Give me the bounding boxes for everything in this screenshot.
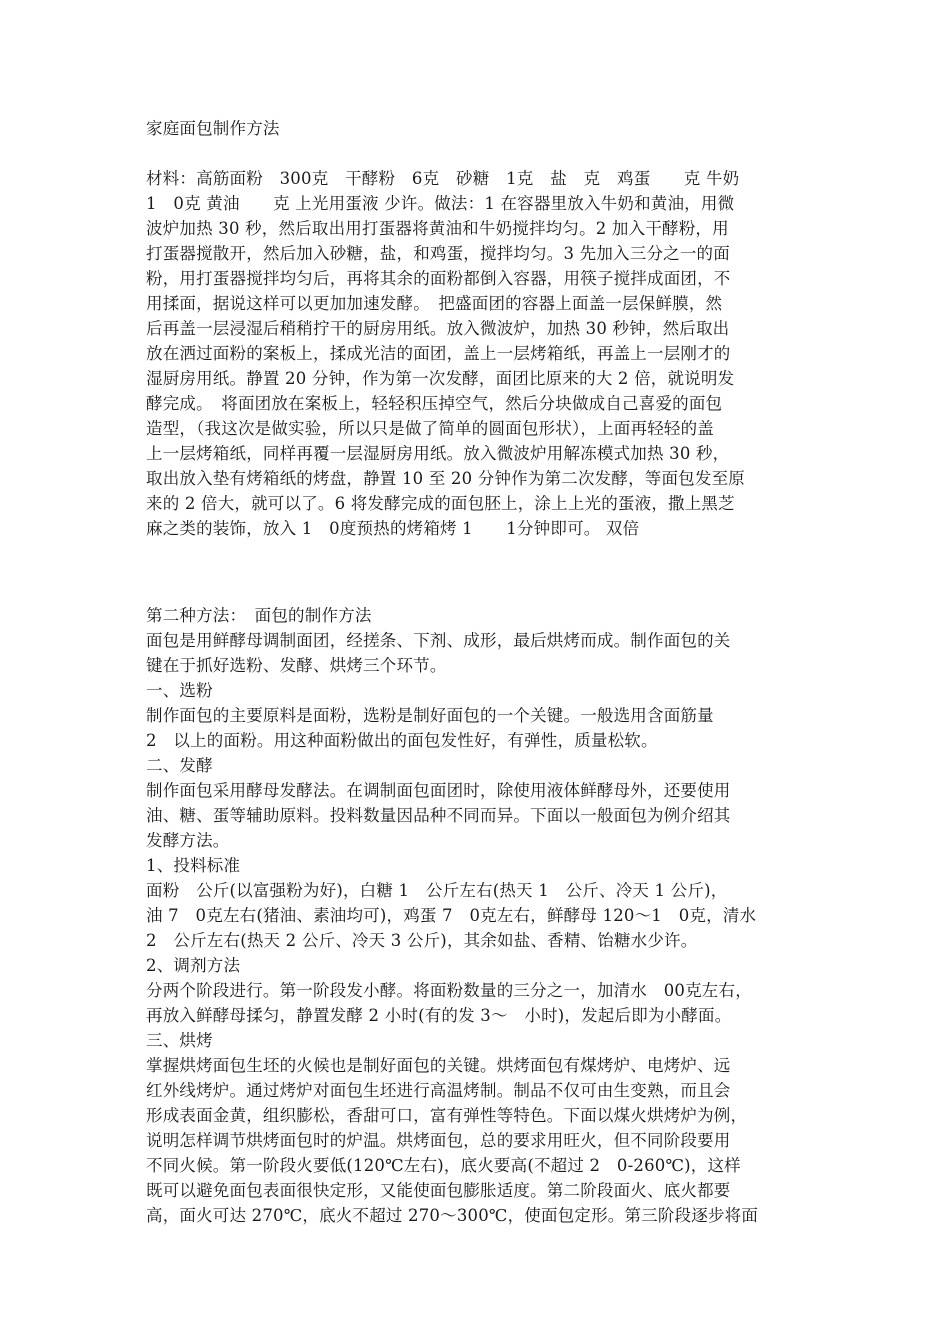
- paragraph-line: 面粉 公斤(以富强粉为好)，白糖 1 公斤左右(热天 1 公斤、冷天 1 公斤)，: [146, 881, 728, 900]
- paragraph-line: 麻之类的装饰，放入 1 0度预热的烤箱烤 1 1分钟即可。 双倍: [146, 519, 640, 538]
- paragraph-line: 再放入鲜酵母揉匀，静置发酵 2 小时(有的发 3～ 小时)，发起后即为小酵面。: [146, 1006, 732, 1025]
- paragraph-line: 放在洒过面粉的案板上，揉成光洁的面团，盖上一层烤箱纸，再盖上一层刚才的: [146, 344, 731, 363]
- paragraph-line: 酵完成。 将面团放在案板上，轻轻积压掉空气，然后分块做成自己喜爱的面包: [146, 394, 723, 413]
- paragraph-line: 既可以避免面包表面很快定形，又能使面包膨胀适度。第二阶段面火、底火都要: [146, 1181, 731, 1200]
- paragraph-line: 来的 2 倍大，就可以了。6 将发酵完成的面包胚上，涂上上光的蛋液，撒上黑芝: [146, 494, 735, 513]
- section-heading: 第二种方法： 面包的制作方法: [146, 606, 372, 625]
- paragraph-line: 键在于抓好选粉、发酵、烘烤三个环节。: [146, 656, 447, 675]
- paragraph-line: 制作面包的主要原料是面粉，选粉是制好面包的一个关键。一般选用含面筋量: [146, 706, 714, 725]
- paragraph-line: 造型，（我这次是做实验，所以只是做了简单的圆面包形状），上面再轻轻的盖: [146, 419, 714, 438]
- paragraph-line: 粉，用打蛋器搅拌均匀后，再将其余的面粉都倒入容器，用筷子搅拌成面团，不: [146, 269, 731, 288]
- paragraph-line: 面包是用鲜酵母调制面团，经搓条、下剂、成形，最后烘烤而成。制作面包的关: [146, 631, 731, 650]
- paragraph-line: 制作面包采用酵母发酵法。在调制面包面团时，除使用液体鲜酵母外，还要使用: [146, 781, 731, 800]
- paragraph-line: 2 公斤左右(热天 2 公斤、冷天 3 公斤)，其余如盐、香精、饴糖水少许。: [146, 931, 698, 950]
- paragraph-line: 湿厨房用纸。静置 20 分钟，作为第一次发酵，面团比原来的大 2 倍，就说明发: [146, 369, 735, 388]
- section-heading: 一、选粉: [146, 681, 213, 700]
- paragraph-line: 油 7 0克左右(猪油、素油均可)，鸡蛋 7 0克左右，鲜酵母 120～1 0克，清水: [146, 906, 757, 925]
- paragraph-line: 打蛋器搅散开，然后加入砂糖，盐，和鸡蛋，搅拌均匀。3 先加入三分之一的面: [146, 244, 730, 263]
- paragraph-line: 材料：高筋面粉 300克 干酵粉 6克 砂糖 1克 盐 克 鸡蛋 克 牛奶: [146, 169, 740, 188]
- paragraph-line: 取出放入垫有烤箱纸的烤盘，静置 10 至 20 分钟作为第二次发酵，等面包发至原: [146, 469, 745, 488]
- paragraph-line: 上一层烤箱纸，同样再覆一层湿厨房用纸。放入微波炉用解冻模式加热 30 秒，: [146, 444, 730, 463]
- paragraph-line: 说明怎样调节烘烤面包时的炉温。烘烤面包，总的要求用旺火，但不同阶段要用: [146, 1131, 731, 1150]
- paragraph-line: 不同火候。第一阶段火要低(120℃左右)，底火要高(不超过 2 0-260℃)，这样: [146, 1156, 741, 1175]
- paragraph-line: 1 0克 黄油 克 上光用蛋液 少许。做法：1 在容器里放入牛奶和黄油，用微: [146, 194, 735, 213]
- paragraph-line: 形成表面金黄，组织膨松，香甜可口，富有弹性等特色。下面以煤火烘烤炉为例，: [146, 1106, 748, 1125]
- paragraph-line: 后再盖一层浸湿后稍稍拧干的厨房用纸。放入微波炉，加热 30 秒钟，然后取出: [146, 319, 730, 338]
- paragraph-line: 掌握烘烤面包生坯的火候也是制好面包的关键。烘烤面包有煤烤炉、电烤炉、远: [146, 1056, 731, 1075]
- paragraph-line: 2 以上的面粉。用这种面粉做出的面包发性好，有弹性，质量松软。: [146, 731, 658, 750]
- paragraph-line: 红外线烤炉。通过烤炉对面包生坯进行高温烤制。制品不仅可由生变熟，而且会: [146, 1081, 731, 1100]
- section-heading: 三、烘烤: [146, 1031, 213, 1050]
- subsection-heading: 2、调剂方法: [146, 956, 241, 975]
- paragraph-line: 波炉加热 30 秒，然后取出用打蛋器将黄油和牛奶搅拌均匀。2 加入干酵粉，用: [146, 219, 729, 238]
- paragraph-line: 分两个阶段进行。第一阶段发小酵。将面粉数量的三分之一，加清水 00克左右，: [146, 981, 752, 1000]
- document-title: 家庭面包制作方法: [146, 119, 280, 138]
- paragraph-line: 高，面火可达 270℃，底火不超过 270～300℃，使面包定形。第三阶段逐步将面: [146, 1206, 759, 1225]
- section-heading: 二、发酵: [146, 756, 213, 775]
- paragraph-line: 发酵方法。: [146, 831, 230, 850]
- paragraph-line: 用揉面，据说这样可以更加加速发酵。 把盛面团的容器上面盖一层保鲜膜，然: [146, 294, 723, 313]
- paragraph-line: 油、糖、蛋等辅助原料。投料数量因品种不同而异。下面以一般面包为例介绍其: [146, 806, 731, 825]
- subsection-heading: 1、投料标准: [146, 856, 241, 875]
